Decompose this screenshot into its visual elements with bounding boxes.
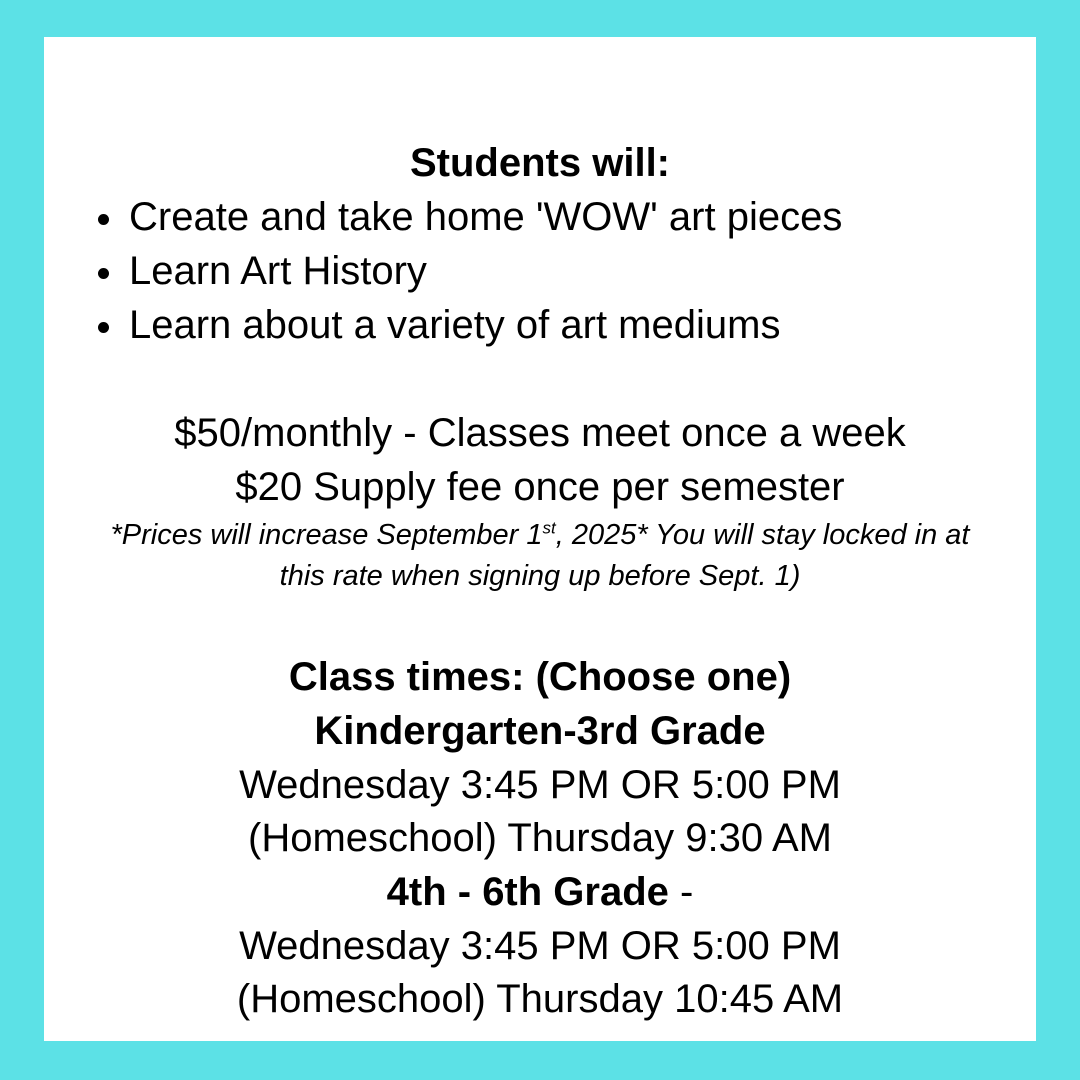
class-time: (Homeschool) Thursday 10:45 AM xyxy=(236,977,844,1021)
monthly-price: $50/monthly - Classes meet once a week xyxy=(174,411,906,455)
grade-group-suffix: - xyxy=(668,870,694,914)
note-text: , 2025* You will stay locked in at xyxy=(555,519,970,551)
price-increase-note-line-2: this rate when signing up before Sept. 1) xyxy=(279,560,801,592)
grade-group-title: 4th - 6th Grade xyxy=(386,870,669,914)
list-item xyxy=(44,244,1036,298)
price-increase-note-line-1 xyxy=(44,515,1036,556)
bullet-icon xyxy=(98,214,109,225)
grade-group-title: Kindergarten-3rd Grade xyxy=(314,709,766,753)
class-time: (Homeschool) Thursday 9:30 AM xyxy=(248,816,832,860)
list-item-text: Learn Art History xyxy=(129,249,427,293)
bullet-icon xyxy=(98,268,109,279)
class-time: Wednesday 3:45 PM OR 5:00 PM xyxy=(239,763,841,807)
note-text: *Prices will increase September 1 xyxy=(110,519,543,551)
ordinal-superscript: st xyxy=(542,518,556,538)
list-item-text: Create and take home 'WOW' art pieces xyxy=(129,195,843,239)
list-item xyxy=(44,190,1036,244)
bullet-icon xyxy=(98,322,109,333)
class-time: Wednesday 3:45 PM OR 5:00 PM xyxy=(239,924,841,968)
grade-group-title-row xyxy=(44,865,1036,919)
content-panel xyxy=(44,37,1036,1041)
list-item-text: Learn about a variety of art mediums xyxy=(129,303,781,347)
students-heading: Students will: xyxy=(410,141,670,185)
list-item xyxy=(44,298,1036,352)
class-times-heading: Class times: (Choose one) xyxy=(288,655,792,699)
supply-fee: $20 Supply fee once per semester xyxy=(235,465,845,509)
